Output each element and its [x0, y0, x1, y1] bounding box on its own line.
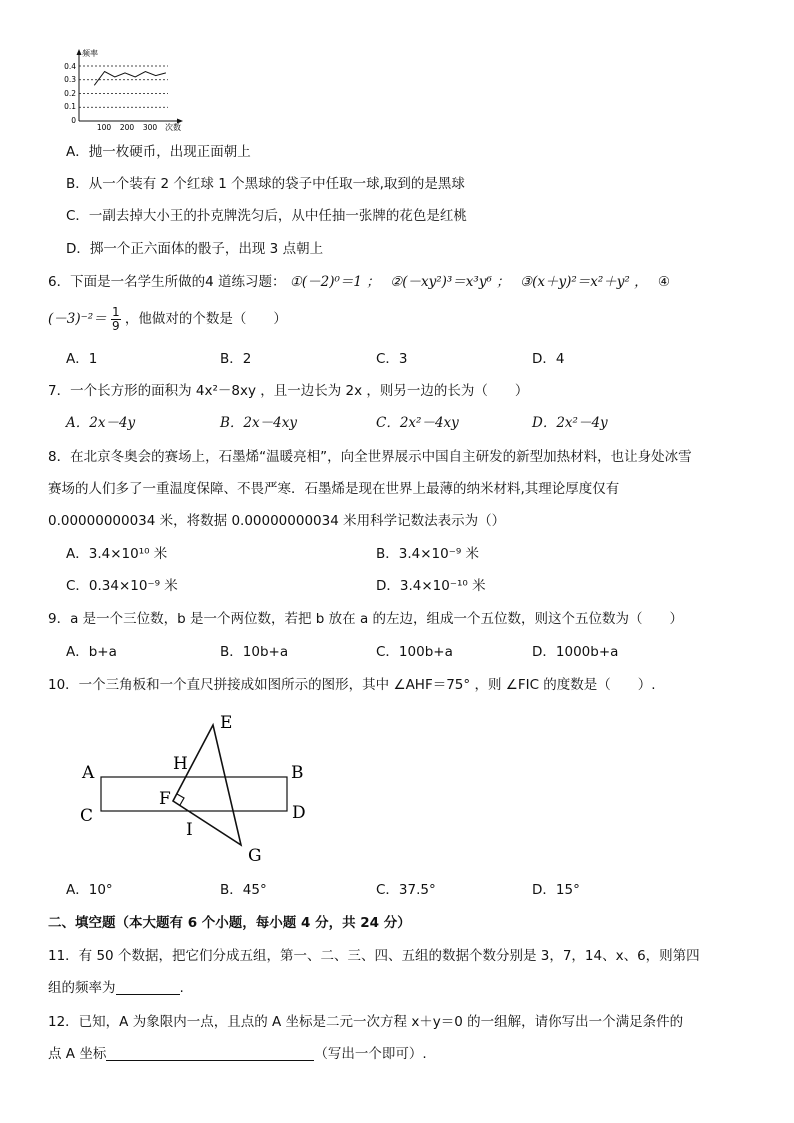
q6-exercise-1: ①(－2)⁰＝1 ；: [289, 274, 380, 290]
label-H: H: [173, 754, 188, 774]
y-axis-arrow: [77, 49, 82, 55]
q11-answer-blank[interactable]: [116, 980, 180, 995]
label-A: A: [82, 763, 95, 783]
q5-option-a: A．抛一枚硬币，出现正面朝上: [66, 144, 251, 160]
q12-text: 点 A 坐标: [48, 1046, 107, 1062]
frequency-line: [94, 72, 166, 86]
label-B: B: [291, 763, 304, 783]
q8-option-a: A．3.4×10¹⁰ 米: [66, 546, 168, 562]
label-F: F: [159, 789, 171, 809]
q6-exercise-3: ③(x＋y)²＝x²＋y² ，: [519, 274, 648, 290]
q7-option-c: C．2x²－4xy: [376, 415, 459, 431]
label-D: D: [292, 803, 306, 823]
q7-stem: 7．一个长方形的面积为 4x²－8xy ，且一边长为 2x ，则另一边的长为（ ）: [48, 383, 529, 399]
q7-option-d: D．2x²－4y: [532, 415, 608, 431]
q6-fraction: [111, 306, 121, 333]
chart-xlabel: 次数: [165, 123, 181, 132]
q7-option-b: B．2x－4xy: [220, 415, 297, 431]
q9-option-b: B．10b+a: [220, 644, 289, 660]
label-G: G: [248, 846, 262, 866]
q6-exercise-4: (－3)⁻²＝: [48, 311, 107, 327]
q10-option-d: D．15°: [532, 882, 580, 898]
q6-option-d: D．4: [532, 351, 565, 367]
fraction-denominator: 9: [111, 318, 120, 333]
q6-option-c: C．3: [376, 351, 408, 367]
section2-title: 二、填空题（本大题有 6 个小题，每小题 4 分，共 24 分）: [48, 915, 411, 931]
q6-exercise-2: ②(－xy²)³＝x³y⁶ ；: [390, 274, 510, 290]
label-I: I: [186, 820, 193, 840]
fraction-numerator: 1: [111, 304, 120, 319]
q12-stem-line2: [48, 1045, 427, 1063]
q12-answer-blank[interactable]: [106, 1046, 314, 1061]
q10-stem: 10．一个三角板和一个直尺拼接成如图所示的图形，其中 ∠AHF＝75° ，则 ∠FIC 的度数是（ ）.: [48, 677, 656, 693]
q11-text: 组的频率为: [48, 980, 116, 996]
q10-option-a: A．10°: [66, 882, 113, 898]
q6-option-b: B．2: [220, 351, 252, 367]
ytick-label: 0.2: [64, 89, 76, 98]
q6-stem-line1: [48, 273, 670, 291]
q11-stem-line1: 11．有 50 个数据，把它们分成五组，第一、二、三、四、五组的数据个数分别是 3，7，14、x、6，则第四: [48, 948, 700, 964]
ytick-label: 0: [71, 116, 76, 125]
q12-stem-line1: 12．已知，A 为象限内一点，且点的 A 坐标是二元一次方程 x＋y＝0 的一组解，请你写出一个满足条件的: [48, 1014, 684, 1030]
q5-option-b: B．从一个装有 2 个红球 1 个黑球的袋子中任取一球,取到的是黑球: [66, 176, 465, 192]
q6-stem-line2: [48, 304, 287, 334]
q9-option-c: C．100b+a: [376, 644, 453, 660]
q6-question: ，他做对的个数是（ ）: [124, 311, 287, 327]
q9-stem: 9．a 是一个三位数，b 是一个两位数，若把 b 放在 a 的左边，组成一个五位数，则这个五位数为（ ）: [48, 611, 684, 627]
q8-option-d: D．3.4×10⁻¹⁰ 米: [376, 578, 486, 594]
q9-option-d: D．1000b+a: [532, 644, 619, 660]
q10-option-b: B．45°: [220, 882, 267, 898]
chart-grid: [79, 66, 168, 107]
q10-option-c: C．37.5°: [376, 882, 436, 898]
ytick-label: 0.3: [64, 75, 76, 84]
triangle-set-square: [173, 725, 241, 845]
ruler: [101, 777, 287, 811]
ytick-label: 0.4: [64, 62, 76, 71]
q11-end: .: [179, 980, 184, 996]
label-E: E: [220, 713, 233, 733]
label-C: C: [80, 806, 94, 826]
xtick-label: 100: [96, 123, 112, 132]
q9-option-a: A．b+a: [66, 644, 117, 660]
q6-option-a: A．1: [66, 351, 98, 367]
xtick-label: 300: [142, 123, 158, 132]
q10-figure: [70, 705, 330, 875]
q6-exercise-4-marker: ④: [657, 274, 671, 290]
q5-option-c: C．一副去掉大小王的扑克牌洗匀后，从中任抽一张牌的花色是红桃: [66, 208, 467, 224]
q8-stem-line1: 8．在北京冬奥会的赛场上，石墨烯“温暖亮相”，向全世界展示中国自主研发的新型加热材料，也让身处冰雪: [48, 449, 692, 465]
q7-option-a: A．2x－4y: [66, 415, 136, 431]
xtick-label: 200: [119, 123, 135, 132]
q11-stem-line2: [48, 979, 184, 997]
q12-end: （写出一个即可）.: [314, 1046, 427, 1062]
q6-stem: 6．下面是一名学生所做的4 道练习题：: [48, 274, 286, 290]
q8-option-c: C．0.34×10⁻⁹ 米: [66, 578, 178, 594]
q8-stem-line3: 0.00000000034 米，将数据 0.00000000034 米用科学记数法表示为（）: [48, 513, 506, 529]
q5-option-d: D．掷一个正六面体的骰子，出现 3 点朝上: [66, 241, 324, 257]
chart-ylabel: 频率: [82, 49, 98, 58]
q8-stem-line2: 赛场的人们多了一重温度保障、不畏严寒．石墨烯是现在世界上最薄的纳米材料,其理论厚度仅有: [48, 481, 620, 497]
frequency-chart: [58, 44, 198, 132]
q8-option-b: B．3.4×10⁻⁹ 米: [376, 546, 480, 562]
ytick-label: 0.1: [64, 102, 76, 111]
